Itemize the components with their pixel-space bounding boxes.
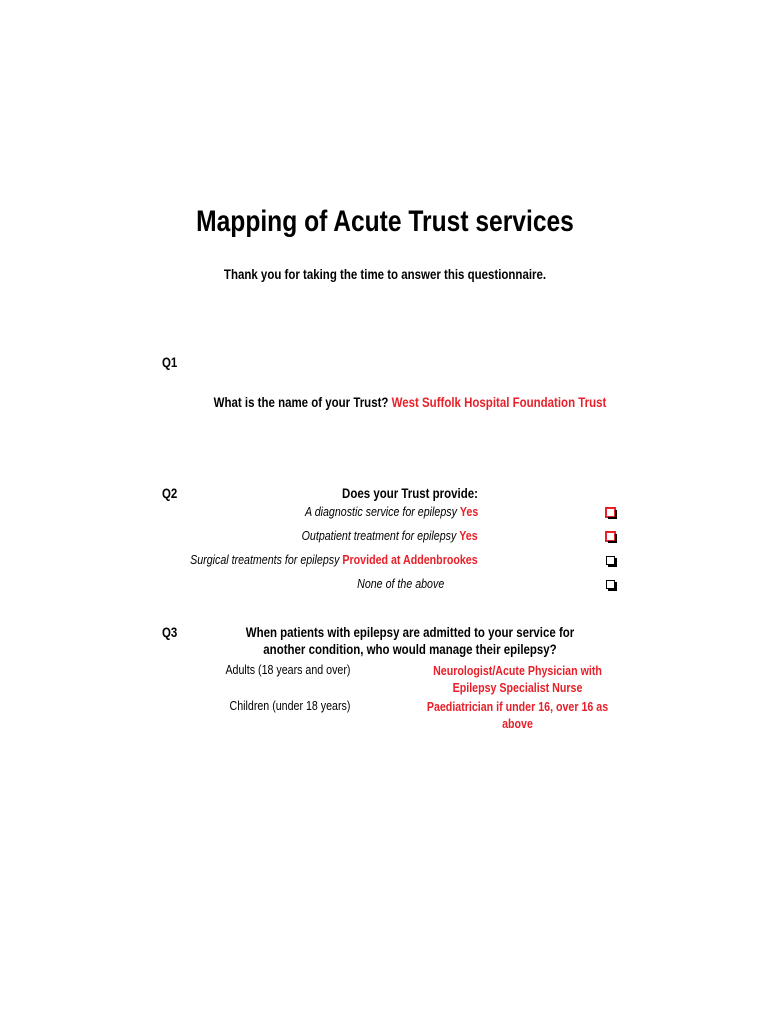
checkbox-outpatient[interactable] [606, 532, 615, 541]
checkbox-diagnostic[interactable] [606, 508, 615, 517]
checkbox-surgical[interactable] [606, 556, 615, 565]
q3-row-label-adults: Adults (18 years and over) [224, 662, 350, 677]
q1-answer: West Suffolk Hospital Foundation Trust [391, 394, 607, 410]
q2-option-outpatient [302, 528, 478, 543]
option-label: Outpatient treatment for epilepsy [301, 528, 457, 543]
option-label: Surgical treatments for epilepsy [190, 552, 340, 567]
checkbox-none[interactable] [606, 580, 615, 589]
option-answer: Yes [459, 528, 478, 543]
q3-row-label-children: Children (under 18 years) [229, 698, 350, 713]
q2-option-none [357, 576, 444, 591]
q1-number: Q1 [162, 354, 178, 370]
option-label: A diagnostic service for epilepsy [304, 504, 457, 519]
q2-option-surgical [190, 552, 478, 567]
q2-number: Q2 [162, 485, 178, 501]
q2-heading: Does your Trust provide: [342, 485, 478, 501]
page-title: Mapping of Acute Trust services [196, 205, 574, 238]
option-label: None of the above [356, 576, 444, 591]
q1-question: What is the name of your Trust? [213, 394, 389, 410]
q3-row-answer-children: Paediatrician if under 16, over 16 as above [426, 699, 609, 731]
q2-option-diagnostic [305, 504, 478, 519]
q3-number: Q3 [162, 624, 178, 640]
page-subtitle: Thank you for taking the time to answer this questionnaire. [223, 266, 547, 282]
q3-question: When patients with epilepsy are admitted to your service for another condition, who would manage their epilepsy? [245, 624, 575, 657]
option-answer: Provided at Addenbrookes [342, 552, 478, 567]
q3-row-answer-adults: Neurologist/Acute Physician with Epilepsy Specialist Nurse [433, 663, 602, 695]
q1-line [74, 394, 746, 410]
option-answer: Yes [459, 504, 478, 519]
